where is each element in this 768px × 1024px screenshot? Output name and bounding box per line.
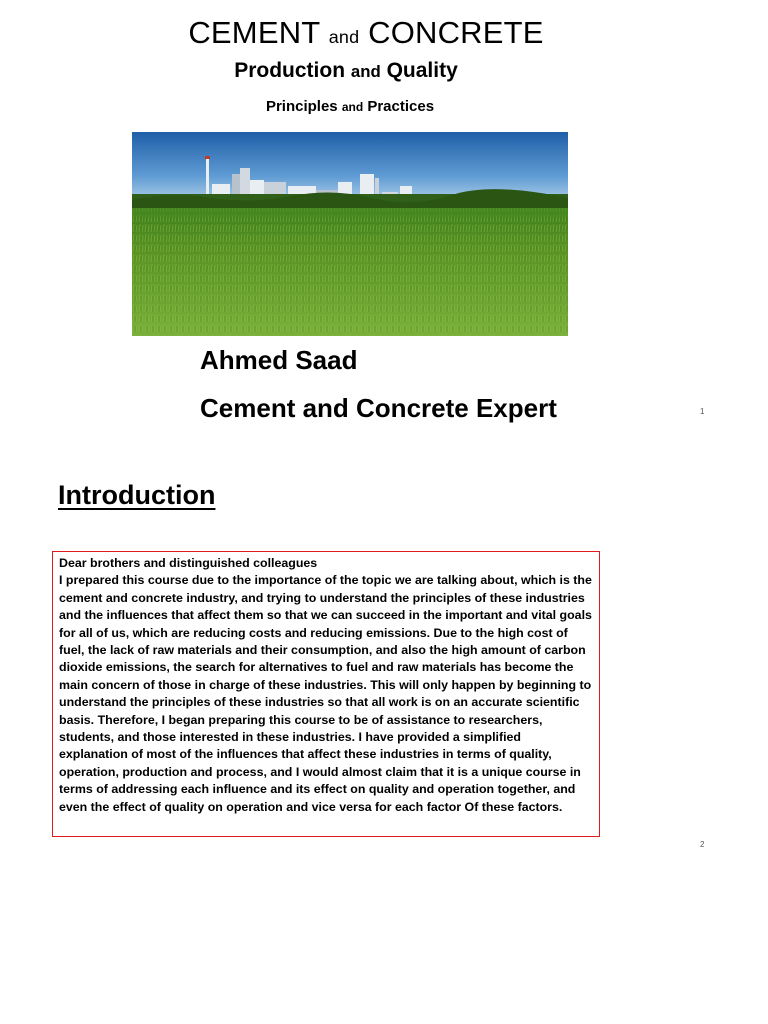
subsubtitle-and: and [341, 100, 364, 114]
subsubtitle-word-principles: Principles [265, 98, 338, 115]
introduction-greeting: Dear brothers and distinguished colleagues [59, 556, 318, 570]
subtitle-word-quality: Quality [386, 59, 458, 82]
subsubtitle [0, 96, 700, 118]
author-name: Ahmed Saad [200, 345, 358, 375]
introduction-heading: Introduction [58, 480, 216, 510]
page-number: 1 [700, 407, 705, 416]
title-word-cement: CEMENT [188, 15, 320, 50]
introduction-body: I prepared this course due to the importance of the topic we are talking about, which is the cement and concrete industry, and trying to understand the principles of these industries and the influences that affect them so that we can succeed in the important and vital goals for all of us, which are reducing costs and reducing emissions. Due to the high cost of fuel, the lack of raw materials and their consumption, and also the high amount of carbon dioxide emissions, the search for alternatives to fuel and raw materials has become the main concern of those in charge of these industries. This will only happen by beginning to understand the principles of these industries so that all work is on an accurate scientific basis. Therefore, I began preparing this course to be of assistance to researchers, students, and those interested in these industries. I have provided a simplified explanation of most of the influences that affect these industries in terms of quality, operation, production and process, and I would almost claim that it is a unique course in terms of addressing each influence and its effect on quality and operation together, and even the effect of quality on operation and vice versa for each factor Of these factors. [59, 573, 592, 814]
subtitle-and: and [350, 62, 381, 81]
subtitle [0, 58, 692, 85]
author-role: Cement and Concrete Expert [200, 393, 557, 423]
title-word-concrete: CONCRETE [368, 15, 544, 50]
title-and: and [328, 27, 360, 47]
cover-image [132, 132, 568, 336]
cement-plant-wheat-field-photo-icon [132, 132, 568, 336]
page-number: 2 [700, 840, 705, 849]
introduction-text-box [52, 551, 600, 837]
page-title [0, 14, 732, 56]
subtitle-word-production: Production [234, 59, 346, 82]
subsubtitle-word-practices: Practices [367, 98, 435, 115]
